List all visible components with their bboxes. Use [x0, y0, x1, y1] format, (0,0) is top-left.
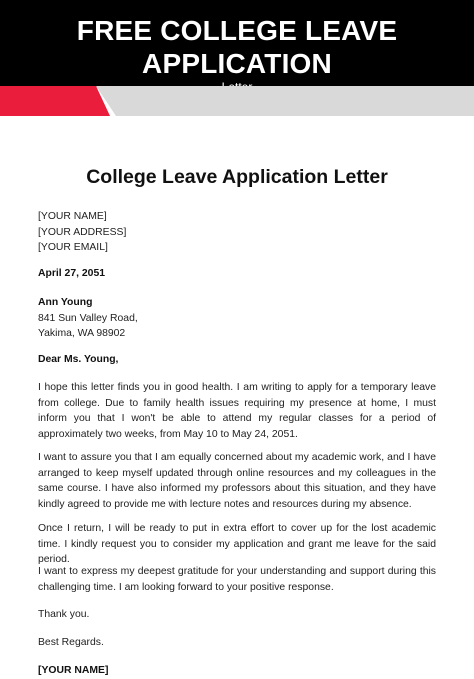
recipient-address-line1: 841 Sun Valley Road,	[38, 312, 138, 324]
red-stripe	[0, 86, 110, 116]
paragraph-2: I want to assure you that I am equally concerned about my academic work, and I have arranged to keep myself updated through online resources and my colleagues in the same course. I have also informed my professors about this situation, and they have kindly agreed to provide me with lecture notes and resources during my absence.	[38, 452, 436, 510]
paragraph-3: Once I return, I will be ready to put in extra effort to cover up for the lost academic time. I kindly request you to consider my application and grant me leave for the said period.	[38, 523, 436, 566]
salutation: Dear Ms. Young,	[38, 354, 119, 365]
closing-thanks: Thank you.	[38, 609, 90, 620]
header-title-line1: FREE COLLEGE LEAVE	[76, 15, 398, 46]
letter-title: College Leave Application Letter	[86, 166, 388, 188]
recipient-block	[38, 295, 436, 342]
closing-regards: Best Regards.	[38, 637, 104, 648]
decorative-stripe	[0, 86, 474, 116]
paragraph-4: I want to express my deepest gratitude for your understanding and support during this challenging time. I am looking forward to your positive response.	[38, 566, 436, 593]
header-title	[0, 14, 474, 80]
letter-date: April 27, 2051	[38, 268, 106, 279]
recipient-name: Ann Young	[38, 297, 93, 308]
paragraph-1: I hope this letter finds you in good health. I am writing to apply for a temporary leave from college. Due to family health issues requiring my presence at home, I must inform you that I won't be able to attend my regular classes for a period of approximately two weeks, from May 10 to May 24, 2051.	[38, 382, 436, 440]
sender-address: [YOUR ADDRESS]	[38, 226, 127, 238]
header-banner	[0, 0, 474, 87]
recipient-address-line2: Yakima, WA 98902	[38, 328, 126, 340]
header-title-line2: APPLICATION	[142, 48, 332, 79]
signature-name: [YOUR NAME]	[38, 665, 109, 676]
gray-stripe	[96, 86, 474, 116]
sender-block	[38, 209, 436, 256]
sender-name: [YOUR NAME]	[38, 211, 107, 222]
sender-email: [YOUR EMAIL]	[38, 242, 108, 254]
